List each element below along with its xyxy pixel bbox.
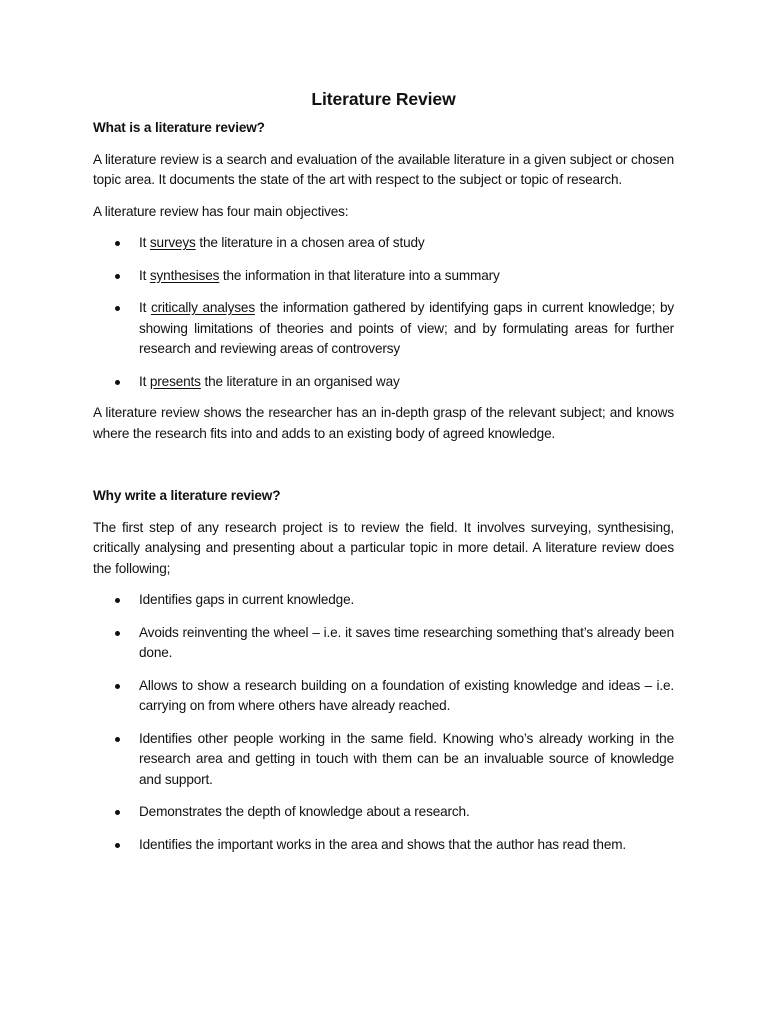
objective-prefix: It — [139, 300, 151, 315]
why-intro-paragraph: The first step of any research project is to review the field. It involves surveying, synthesising, critically analysing and presenting about a particular topic in more detail. A literature review does the following; — [93, 519, 674, 576]
section-spacer — [93, 455, 674, 486]
bullet-dot-icon — [115, 274, 120, 279]
definition-paragraph: A literature review is a search and evaluation of the available literature in a given subject or chosen topic area. It documents the state of the art with respect to the subject or topic of research. — [93, 151, 674, 187]
reason-text: Identifies gaps in current knowledge. — [139, 592, 355, 607]
objective-item — [93, 372, 674, 393]
reasons-list — [93, 590, 674, 855]
objective-keyword: presents — [149, 373, 201, 389]
reason-item — [93, 835, 674, 856]
reason-item — [93, 590, 674, 611]
bullet-dot-icon — [115, 684, 120, 689]
reason-item — [93, 802, 674, 823]
objective-item — [93, 266, 674, 287]
objective-text: the information gathered by identifying gaps in current knowledge; by showing limitations of theories and points of view; and by formulating areas for further research and reviewing areas of controversy — [139, 300, 674, 356]
reason-text: Avoids reinventing the wheel – i.e. it saves time researching something that’s already been done. — [139, 624, 674, 660]
objective-text: the literature in a chosen area of study — [195, 235, 425, 250]
objective-text: the information in that literature into a summary — [219, 267, 500, 283]
objectives-list — [93, 233, 674, 392]
reason-item — [93, 623, 674, 664]
reason-text: Demonstrates the depth of knowledge about a research. — [139, 804, 470, 819]
bullet-dot-icon — [115, 598, 120, 603]
bullet-dot-icon — [115, 380, 120, 385]
objective-keyword: surveys — [149, 235, 196, 250]
objective-prefix: It — [139, 267, 150, 283]
document-title: Literature Review — [311, 89, 456, 109]
objective-prefix: It — [139, 373, 150, 389]
section-heading-what: What is a literature review? — [93, 120, 265, 135]
section-heading-why: Why write a literature review? — [93, 488, 281, 503]
document-page — [93, 88, 674, 866]
bullet-dot-icon — [115, 843, 120, 848]
objective-item — [93, 298, 674, 360]
reason-item — [93, 729, 674, 791]
objective-keyword: critically analyses — [150, 300, 255, 315]
bullet-dot-icon — [115, 631, 120, 636]
objective-prefix: It — [139, 235, 150, 250]
objectives-lead-paragraph: A literature review has four main objectives: — [93, 203, 349, 219]
bullet-dot-icon — [115, 737, 120, 742]
reason-text: Identifies other people working in the same field. Knowing who’s already working in the research area and getting in touch with them can be an invaluable source of knowledge and support. — [139, 730, 674, 787]
bullet-dot-icon — [115, 810, 120, 815]
bullet-dot-icon — [115, 306, 120, 311]
reason-text: Allows to show a research building on a foundation of existing knowledge and ideas – i.e. carrying on from where others have already reached. — [139, 677, 674, 713]
reason-item — [93, 676, 674, 717]
bullet-dot-icon — [115, 241, 120, 246]
objective-text: the literature in an organised way — [200, 373, 400, 389]
objective-item — [93, 233, 674, 254]
reason-text: Identifies the important works in the area and shows that the author has read them. — [139, 836, 627, 852]
objective-keyword: synthesises — [149, 267, 220, 283]
closing-paragraph: A literature review shows the researcher has an in-depth grasp of the relevant subject; and knows where the research fits into and adds to an existing body of agreed knowledge. — [93, 405, 674, 441]
